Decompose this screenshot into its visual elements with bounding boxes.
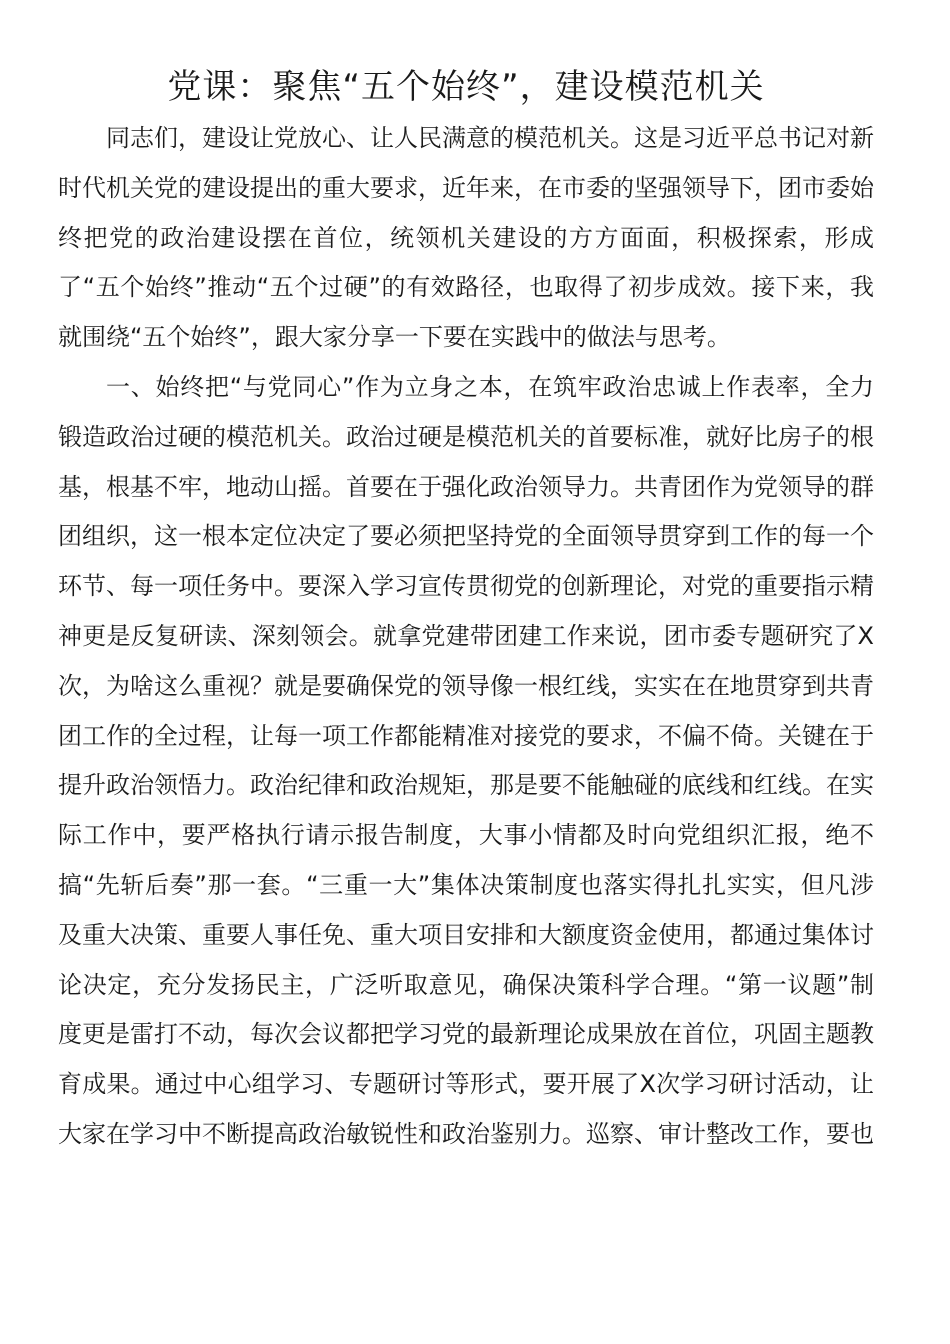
paragraph-section-one: 一、始终把“与党同心”作为立身之本，在筑牢政治忠诚上作表率，全力锻造政治过硬的模范机关。政治过硬是模范机关的首要标准，就好比房子的根基，根基不牢，地动山摇。首要在于强化政治领导力。共青团作为党领导的群团组织，这一根本定位决定了要必须把坚持党的全面领导贯穿到工作的每一个环节、每一项任务中。要深入学习宣传贯彻党的创新理论，对党的重要指示精神更是反复研读、深刻领会。就拿党建带团建工作来说，团市委专题研究了X次，为啥这么重视？就是要确保党的领导像一根红线，实实在在地贯穿到共青团工作的全过程，让每一项工作都能精准对接党的要求，不偏不倚。关键在于提升政治领悟力。政治纪律和政治规矩，那是要不能触碰的底线和红线。在实际工作中，要严格执行请示报告制度，大事小情都及时向党组织汇报，绝不搞“先斩后奏”那一套。“三重一大”集体决策制度也落实得扎扎实实，但凡涉及重大决策、重要人事任免、重大项目安排和大额度资金使用，都通过集体讨论决定，充分发扬民主，广泛听取意见，确保决策科学合理。“第一议题”制度更是雷打不动，每次会议都把学习党的最新理论成果放在首位，巩固主题教育成果。通过中心组学习、专题研讨等形式，要开展了X次学习研讨活动，让大家在学习中不断提高政治敏锐性和政治鉴别力。巡察、审计整改工作，要也 <box>58 372 874 1148</box>
document-title: 党课：聚焦“五个始终”，建设模范机关 <box>167 67 765 107</box>
paragraph-intro: 同志们，建设让党放心、让人民满意的模范机关。这是习近平总书记对新时代机关党的建设提出的重大要求，近年来，在市委的坚强领导下，团市委始终把党的政治建设摆在首位，统领机关建设的方方面面，积极探索，形成了“五个始终”推动“五个过硬”的有效路径，也取得了初步成效。接下来，我就围绕“五个始终”，跟大家分享一下要在实践中的做法与思考。 <box>58 124 874 352</box>
